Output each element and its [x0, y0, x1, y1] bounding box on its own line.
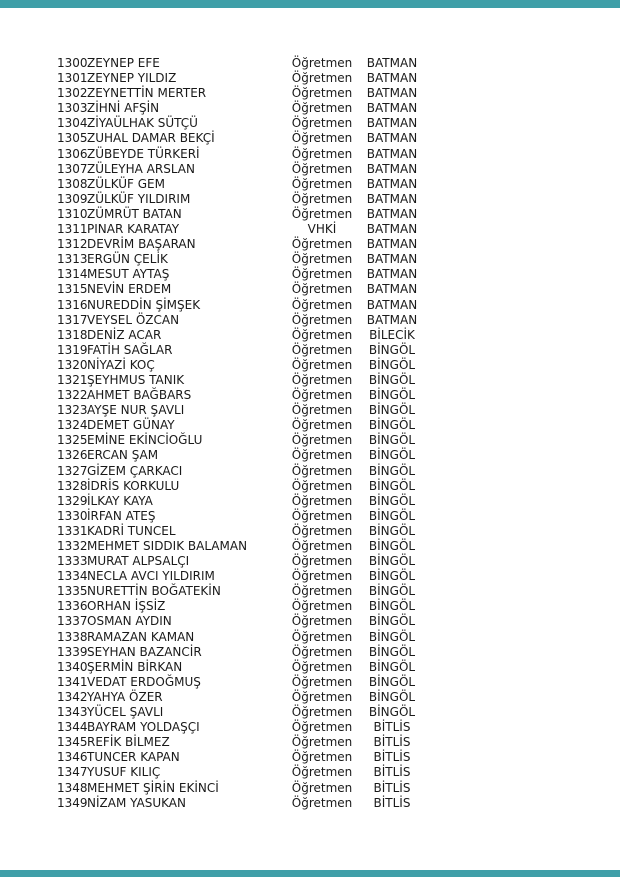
- person-name: ZÜLEYHA ARSLAN: [87, 161, 195, 176]
- province: BATMAN: [366, 176, 418, 191]
- person-name: SEYHAN BAZANCİR: [87, 644, 202, 659]
- table-row: [0, 614, 620, 629]
- job-title: Öğretmen: [291, 599, 353, 614]
- province: BİNGÖL: [368, 554, 416, 569]
- province: BİNGÖL: [368, 357, 416, 372]
- row-number: 1349: [57, 795, 88, 810]
- province: BİNGÖL: [368, 644, 416, 659]
- row-number: 1302: [57, 86, 88, 101]
- row-number: 1342: [57, 689, 88, 704]
- province: BATMAN: [366, 131, 418, 146]
- table-row: [0, 433, 620, 448]
- row-number: 1335: [57, 584, 88, 599]
- job-title: Öğretmen: [291, 176, 353, 191]
- job-title: Öğretmen: [291, 312, 353, 327]
- table-row: [0, 599, 620, 614]
- row-number: 1348: [57, 780, 88, 795]
- person-name: NİZAM YASUKAN: [87, 795, 186, 810]
- row-number: 1341: [57, 674, 88, 689]
- person-name: AYŞE NUR ŞAVLI: [87, 403, 185, 418]
- person-name: ERGÜN ÇELİK: [87, 252, 168, 267]
- table-row: [0, 222, 620, 237]
- row-number: 1345: [57, 735, 88, 750]
- province: BİNGÖL: [368, 689, 416, 704]
- province: BİTLİS: [373, 795, 411, 810]
- province: BİNGÖL: [368, 614, 416, 629]
- person-name: MEHMET SIDDIK BALAMAN: [87, 539, 248, 553]
- province: BİTLİS: [373, 780, 411, 795]
- person-name: İDRİS KORKULU: [87, 478, 180, 493]
- row-number: 1340: [57, 659, 88, 674]
- row-number: 1347: [57, 765, 88, 780]
- person-name: VEDAT ERDOĞMUŞ: [87, 674, 201, 689]
- table-row: [0, 71, 620, 86]
- table-row: [0, 282, 620, 297]
- job-title: Öğretmen: [291, 146, 353, 161]
- job-title: Öğretmen: [291, 403, 353, 418]
- job-title: Öğretmen: [291, 342, 353, 357]
- job-title: Öğretmen: [291, 493, 353, 508]
- person-name: YAHYA ÖZER: [87, 689, 163, 704]
- row-number: 1300: [57, 56, 88, 70]
- table-row: [0, 388, 620, 403]
- row-number: 1325: [57, 433, 88, 448]
- row-number: 1337: [57, 614, 88, 629]
- province: BİNGÖL: [368, 659, 416, 674]
- table-row: [0, 509, 620, 524]
- job-title: Öğretmen: [291, 56, 353, 70]
- province: BATMAN: [366, 282, 418, 297]
- person-name: YÜCEL ŞAVLI: [87, 705, 164, 720]
- person-name: TUNCER KAPAN: [87, 750, 180, 765]
- row-number: 1328: [57, 478, 88, 493]
- job-title: Öğretmen: [291, 327, 353, 342]
- province: BİNGÖL: [368, 342, 416, 357]
- province: BATMAN: [366, 237, 418, 252]
- person-name: ŞEYHMUS TANIK: [87, 372, 185, 387]
- row-number: 1303: [57, 101, 88, 116]
- table-row: [0, 418, 620, 433]
- row-number: 1323: [57, 403, 88, 418]
- person-name: NEVİN ERDEM: [87, 282, 172, 297]
- row-number: 1326: [57, 448, 88, 463]
- province: BİNGÖL: [368, 433, 416, 448]
- job-title: Öğretmen: [291, 795, 353, 810]
- job-title: Öğretmen: [291, 554, 353, 569]
- job-title: Öğretmen: [291, 614, 353, 629]
- table-row: [0, 796, 620, 811]
- job-title: Öğretmen: [291, 659, 353, 674]
- table-row: [0, 720, 620, 735]
- person-name: İLKAY KAYA: [87, 493, 153, 508]
- table-row: [0, 343, 620, 358]
- province: BİTLİS: [373, 765, 411, 780]
- province: BATMAN: [366, 267, 418, 282]
- job-title: Öğretmen: [291, 267, 353, 282]
- province: BATMAN: [366, 191, 418, 206]
- job-title: Öğretmen: [291, 523, 353, 538]
- person-name: MEHMET ŞİRİN EKİNCİ: [87, 780, 219, 795]
- table-row: [0, 554, 620, 569]
- row-number: 1306: [57, 146, 88, 161]
- job-title: Öğretmen: [291, 191, 353, 206]
- person-name: NECLA AVCI YILDIRIM: [87, 569, 215, 584]
- person-name: ZÜMRÜT BATAN: [87, 206, 182, 221]
- row-number: 1312: [57, 237, 88, 252]
- person-name: FATİH SAĞLAR: [87, 342, 173, 357]
- row-number: 1320: [57, 357, 88, 372]
- province: BATMAN: [366, 116, 418, 131]
- person-name: NİYAZİ KOÇ: [87, 357, 155, 372]
- person-name: PINAR KARATAY: [87, 222, 180, 237]
- province: BATMAN: [366, 146, 418, 161]
- table-row: [0, 448, 620, 463]
- province: BATMAN: [366, 56, 418, 70]
- person-name: RAMAZAN KAMAN: [87, 629, 195, 644]
- job-title: Öğretmen: [291, 252, 353, 267]
- person-name: MESUT AYTAŞ: [87, 267, 170, 282]
- job-title: Öğretmen: [291, 508, 353, 523]
- person-name: ORHAN İŞSİZ: [87, 599, 166, 614]
- person-name: DEMET GÜNAY: [87, 418, 175, 433]
- row-number: 1313: [57, 252, 88, 267]
- row-number: 1311: [57, 222, 88, 237]
- person-name: ŞERMİN BİRKAN: [87, 659, 183, 674]
- table-row: [0, 328, 620, 343]
- person-name: GİZEM ÇARKACI: [87, 463, 183, 478]
- table-row: [0, 147, 620, 162]
- table-row: [0, 177, 620, 192]
- table-row: [0, 298, 620, 313]
- row-number: 1334: [57, 569, 88, 584]
- table-row: [0, 86, 620, 101]
- table-row: [0, 735, 620, 750]
- row-number: 1338: [57, 629, 88, 644]
- row-number: 1321: [57, 372, 88, 387]
- job-title: Öğretmen: [291, 629, 353, 644]
- table-row: [0, 494, 620, 509]
- province: BATMAN: [366, 86, 418, 101]
- row-number: 1346: [57, 750, 88, 765]
- table-row: [0, 584, 620, 599]
- person-name: DENİZ ACAR: [87, 327, 162, 342]
- table-row: [0, 358, 620, 373]
- job-title: Öğretmen: [291, 116, 353, 131]
- person-name: ZÜBEYDE TÜRKERİ: [87, 146, 200, 161]
- table-row: [0, 464, 620, 479]
- province: BİTLİS: [373, 735, 411, 750]
- table-row: [0, 569, 620, 584]
- job-title: Öğretmen: [291, 282, 353, 297]
- row-number: 1344: [57, 720, 88, 735]
- bottom-accent-bar: [0, 870, 620, 877]
- row-number: 1310: [57, 206, 88, 221]
- row-number: 1322: [57, 388, 88, 403]
- province: BİNGÖL: [368, 539, 416, 553]
- row-number: 1317: [57, 312, 88, 327]
- row-number: 1329: [57, 493, 88, 508]
- row-number: 1336: [57, 599, 88, 614]
- person-name: BAYRAM YOLDAŞÇI: [87, 720, 200, 735]
- province: BİNGÖL: [368, 569, 416, 584]
- person-name: İRFAN ATEŞ: [87, 508, 156, 523]
- table-row: [0, 705, 620, 720]
- job-title: Öğretmen: [291, 780, 353, 795]
- province: BATMAN: [366, 312, 418, 327]
- person-name: EMİNE EKİNCİOĞLU: [87, 433, 203, 448]
- table-row: [0, 116, 620, 131]
- table-row: [0, 237, 620, 252]
- province: BATMAN: [366, 101, 418, 116]
- person-name: OSMAN AYDIN: [87, 614, 172, 629]
- province: BİNGÖL: [368, 478, 416, 493]
- table-row: [0, 645, 620, 660]
- job-title: Öğretmen: [291, 765, 353, 780]
- person-name: NUREDDİN ŞİMŞEK: [87, 297, 201, 312]
- table-row: [0, 660, 620, 675]
- person-name: ZİYAÜLHAK SÜTÇÜ: [87, 116, 198, 131]
- province: BATMAN: [366, 222, 418, 237]
- province: BİNGÖL: [368, 508, 416, 523]
- row-number: 1305: [57, 131, 88, 146]
- person-name: MURAT ALPSALÇI: [87, 554, 190, 569]
- table-row: [0, 131, 620, 146]
- province: BİNGÖL: [368, 463, 416, 478]
- job-title: Öğretmen: [291, 569, 353, 584]
- job-title: Öğretmen: [291, 101, 353, 116]
- province: BİNGÖL: [368, 523, 416, 538]
- province: BİNGÖL: [368, 388, 416, 403]
- row-number: 1331: [57, 523, 88, 538]
- province: BİLECİK: [369, 327, 415, 342]
- row-number: 1333: [57, 554, 88, 569]
- job-title: Öğretmen: [291, 372, 353, 387]
- job-title: Öğretmen: [291, 448, 353, 463]
- province: BİNGÖL: [368, 584, 416, 599]
- province: BİNGÖL: [368, 674, 416, 689]
- row-number: 1318: [57, 327, 88, 342]
- job-title: VHKİ: [307, 222, 337, 237]
- job-title: Öğretmen: [291, 237, 353, 252]
- job-title: Öğretmen: [291, 388, 353, 403]
- person-name: AHMET BAĞBARS: [87, 388, 192, 403]
- job-title: Öğretmen: [291, 357, 353, 372]
- province: BATMAN: [366, 297, 418, 312]
- person-name: ZİHNİ AFŞİN: [87, 101, 160, 116]
- province: BİNGÖL: [368, 493, 416, 508]
- table-row: [0, 207, 620, 222]
- table-row: [0, 373, 620, 388]
- table-row: [0, 192, 620, 207]
- person-name: DEVRİM BAŞARAN: [87, 237, 196, 252]
- row-number: 1343: [57, 705, 88, 720]
- row-number: 1332: [57, 539, 88, 553]
- table-row: [0, 479, 620, 494]
- job-title: Öğretmen: [291, 71, 353, 86]
- job-title: Öğretmen: [291, 478, 353, 493]
- table-row: [0, 690, 620, 705]
- province: BİNGÖL: [368, 629, 416, 644]
- job-title: Öğretmen: [291, 297, 353, 312]
- province: BATMAN: [366, 71, 418, 86]
- job-title: Öğretmen: [291, 644, 353, 659]
- job-title: Öğretmen: [291, 463, 353, 478]
- job-title: Öğretmen: [291, 750, 353, 765]
- table-row: [0, 524, 620, 539]
- table-row: [0, 313, 620, 328]
- person-name: ZEYNETTİN MERTER: [87, 86, 207, 101]
- table-row: [0, 765, 620, 780]
- job-title: Öğretmen: [291, 206, 353, 221]
- job-title: Öğretmen: [291, 735, 353, 750]
- province: BATMAN: [366, 252, 418, 267]
- person-name: REFİK BİLMEZ: [87, 735, 170, 750]
- table-row: [0, 675, 620, 690]
- person-name: NURETTİN BOĞATEKİN: [87, 584, 221, 599]
- table-row: [0, 403, 620, 418]
- row-number: 1319: [57, 342, 88, 357]
- job-title: Öğretmen: [291, 161, 353, 176]
- row-number: 1309: [57, 191, 88, 206]
- province: BİTLİS: [373, 720, 411, 735]
- province: BİNGÖL: [368, 448, 416, 463]
- province: BİNGÖL: [368, 403, 416, 418]
- row-number: 1307: [57, 161, 88, 176]
- row-number: 1324: [57, 418, 88, 433]
- province: BİNGÖL: [368, 705, 416, 720]
- person-name: ZÜLKÜF YILDIRIM: [87, 191, 191, 206]
- person-name: YUSUF KILIÇ: [87, 765, 161, 780]
- province: BİNGÖL: [368, 372, 416, 387]
- row-number: 1316: [57, 297, 88, 312]
- person-name: ZUHAL DAMAR BEKÇİ: [87, 131, 215, 146]
- job-title: Öğretmen: [291, 584, 353, 599]
- table-row: [0, 56, 620, 71]
- person-name: ZEYNEP YILDIZ: [87, 71, 177, 86]
- job-title: Öğretmen: [291, 689, 353, 704]
- row-number: 1339: [57, 644, 88, 659]
- job-title: Öğretmen: [291, 674, 353, 689]
- person-name: KADRİ TUNCEL: [87, 523, 176, 538]
- job-title: Öğretmen: [291, 705, 353, 720]
- table-row: [0, 750, 620, 765]
- top-accent-bar: [0, 0, 620, 8]
- person-name: ERCAN ŞAM: [87, 448, 159, 463]
- table-row: [0, 162, 620, 177]
- row-number: 1314: [57, 267, 88, 282]
- province: BİTLİS: [373, 750, 411, 765]
- table-row: [0, 781, 620, 796]
- table-row: [0, 539, 620, 554]
- job-title: Öğretmen: [291, 418, 353, 433]
- person-name: ZEYNEP EFE: [87, 56, 160, 70]
- row-number: 1301: [57, 71, 88, 86]
- person-name: ZÜLKÜF GEM: [87, 176, 165, 191]
- job-title: Öğretmen: [291, 720, 353, 735]
- personnel-list: [0, 56, 620, 811]
- row-number: 1330: [57, 508, 88, 523]
- province: BİNGÖL: [368, 599, 416, 614]
- table-row: [0, 630, 620, 645]
- table-row: [0, 101, 620, 116]
- row-number: 1315: [57, 282, 88, 297]
- row-number: 1304: [57, 116, 88, 131]
- table-row: [0, 252, 620, 267]
- job-title: Öğretmen: [291, 539, 353, 553]
- province: BİNGÖL: [368, 418, 416, 433]
- job-title: Öğretmen: [291, 86, 353, 101]
- province: BATMAN: [366, 161, 418, 176]
- person-name: VEYSEL ÖZCAN: [87, 312, 180, 327]
- province: BATMAN: [366, 206, 418, 221]
- job-title: Öğretmen: [291, 433, 353, 448]
- row-number: 1327: [57, 463, 88, 478]
- table-row: [0, 267, 620, 282]
- job-title: Öğretmen: [291, 131, 353, 146]
- row-number: 1308: [57, 176, 88, 191]
